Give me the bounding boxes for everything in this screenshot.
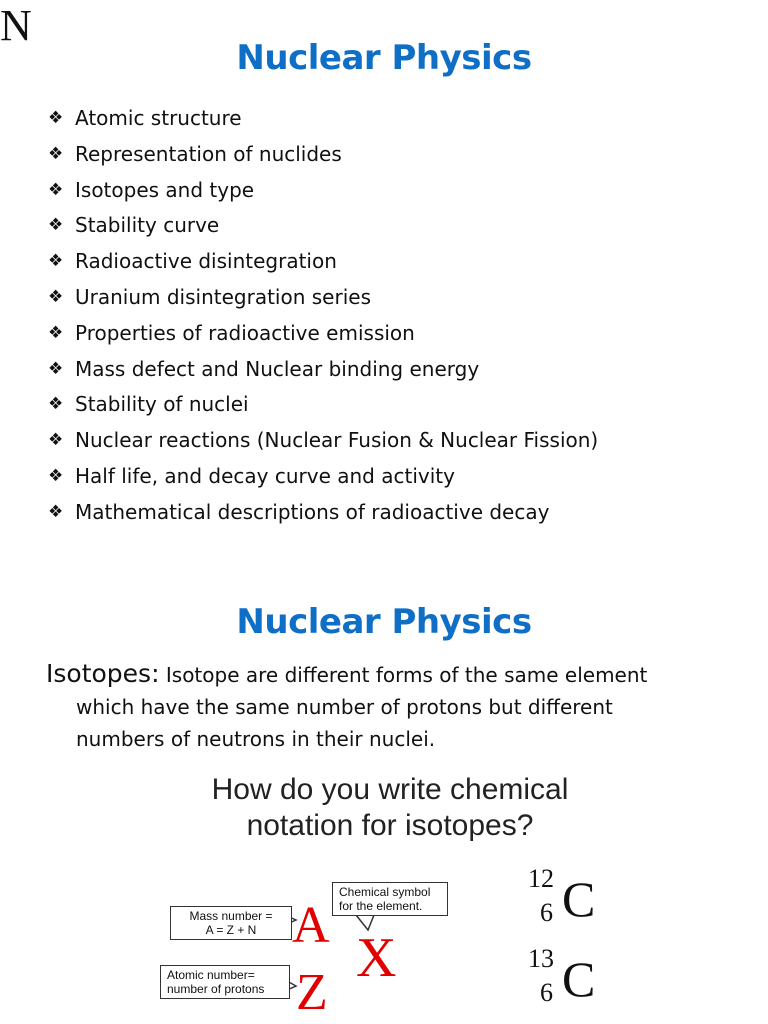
diamond-bullet-icon: ❖ — [48, 501, 64, 522]
isotope-mass-number: 13 — [528, 944, 554, 973]
carbon-12-notation — [520, 866, 610, 936]
isotope-term-colon: : — [151, 659, 160, 688]
question-line-2: notation for isotopes? — [246, 809, 534, 842]
atomic-callout-line-1: Atomic number= — [167, 968, 255, 982]
list-item-label: Uranium disintegration series — [75, 284, 371, 309]
list-item-label: Radioactive disintegration — [75, 249, 337, 274]
list-item-label: Mathematical descriptions of radioactive decay — [75, 499, 550, 524]
atomic-number-callout — [160, 965, 290, 999]
question-line-1: How do you write chemical — [211, 773, 569, 806]
mass-number-callout — [170, 906, 292, 940]
list-item-label: Mass defect and Nuclear binding energy — [75, 356, 480, 381]
section-title: Nuclear Physics — [236, 602, 532, 642]
list-item-label: Isotopes and type — [75, 177, 255, 202]
diamond-bullet-icon: ❖ — [48, 251, 64, 272]
carbon-13-notation — [520, 946, 610, 1016]
definition-line-3: numbers of neutrons in their nuclei. — [76, 727, 436, 751]
list-item-label: Stability of nuclei — [75, 392, 249, 417]
isotope-term-label: Isotopes — [46, 659, 152, 688]
list-item-label: Atomic structure — [75, 106, 242, 130]
mass-callout-line-2: A = Z + N — [205, 923, 257, 937]
diamond-bullet-icon: ❖ — [48, 179, 64, 200]
diamond-bullet-icon: ❖ — [48, 286, 64, 307]
isotope-mass-number: 12 — [528, 864, 554, 893]
list-item-label: Properties of radioactive emission — [75, 320, 415, 345]
notation-neutron-symbol: N — [0, 1, 32, 50]
chemical-symbol-callout — [332, 882, 448, 916]
isotope-element: C — [562, 871, 596, 927]
notation-element-symbol: X — [356, 927, 397, 989]
symbol-callout-line-1: Chemical symbol — [339, 885, 431, 899]
list-item-label: Nuclear reactions (Nuclear Fusion & Nuclear Fission) — [75, 428, 599, 453]
diamond-bullet-icon: ❖ — [48, 215, 64, 236]
list-item-label: Half life, and decay curve and activity — [75, 463, 455, 488]
diamond-bullet-icon: ❖ — [48, 143, 64, 164]
notation-mass-symbol: A — [292, 897, 330, 954]
diamond-bullet-icon: ❖ — [48, 358, 64, 379]
page-title: Nuclear Physics — [236, 38, 532, 78]
list-item-label: Stability curve — [75, 213, 220, 238]
definition-line-1: Isotope are different forms of the same element — [165, 663, 648, 687]
notation-atomic-symbol: Z — [296, 964, 328, 1021]
diamond-bullet-icon: ❖ — [48, 465, 64, 486]
mass-callout-line-1: Mass number = — [189, 909, 273, 923]
diamond-bullet-icon: ❖ — [48, 108, 64, 128]
diamond-bullet-icon: ❖ — [48, 322, 64, 343]
isotope-element: C — [562, 951, 596, 1007]
isotope-atomic-number: 6 — [540, 898, 553, 927]
isotope-atomic-number: 6 — [540, 978, 553, 1007]
definition-line-2: which have the same number of protons but different — [76, 695, 613, 719]
atomic-callout-line-2: number of protons — [167, 982, 265, 996]
diamond-bullet-icon: ❖ — [48, 430, 64, 451]
symbol-callout-line-2: for the element. — [339, 899, 423, 913]
list-item-label: Representation of nuclides — [75, 141, 342, 166]
diamond-bullet-icon: ❖ — [48, 394, 64, 415]
